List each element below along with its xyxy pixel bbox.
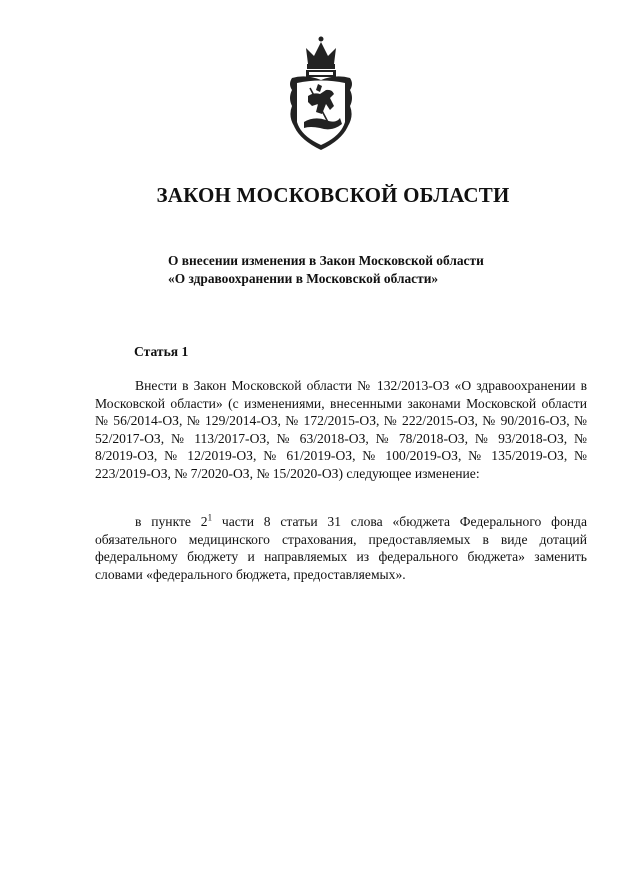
paragraph-text: в пункте 2	[135, 514, 208, 529]
article-paragraph: Внести в Закон Московской области № 132/2013-ОЗ «О здравоохранении в Московской области» (с изменениями, внесенными законами Московской области № 56/2014-ОЗ, № 129/2014-ОЗ, № 172/2015-ОЗ, № 222/2015-ОЗ, № 90/2016-ОЗ, № 52/2017-ОЗ, № 113/2017-ОЗ, № 63/2018-ОЗ, № 78/2018-ОЗ, № 93/2018-ОЗ, № 8/2019-ОЗ, № 12/2019-ОЗ, № 61/2019-ОЗ, № 100/2019-ОЗ, № 135/2019-ОЗ, № 223/2019-ОЗ, № 7/2020-ОЗ, № 15/2020-ОЗ) следующее изменение:	[95, 378, 587, 481]
coat-of-arms-icon	[286, 34, 356, 152]
subtitle-line: О внесении изменения в Закон Московской области	[168, 253, 484, 268]
paragraph-text: части 8 статьи 31 слова «бюджета Федерального фонда обязательного медицинского страхования, предоставляемых в виде дотаций федеральному бюджету и направляемых из федерального бюджета» заменить словами «федерального бюджета, предоставляемых».	[95, 514, 587, 582]
law-title: ЗАКОН МОСКОВСКОЙ ОБЛАСТИ	[156, 183, 510, 207]
superscript: 1	[207, 512, 213, 523]
article-paragraph	[95, 513, 587, 583]
article-heading: Статья 1	[134, 344, 189, 359]
law-subtitle	[168, 252, 568, 288]
subtitle-line: «О здравоохранении в Московской области»	[168, 271, 439, 286]
